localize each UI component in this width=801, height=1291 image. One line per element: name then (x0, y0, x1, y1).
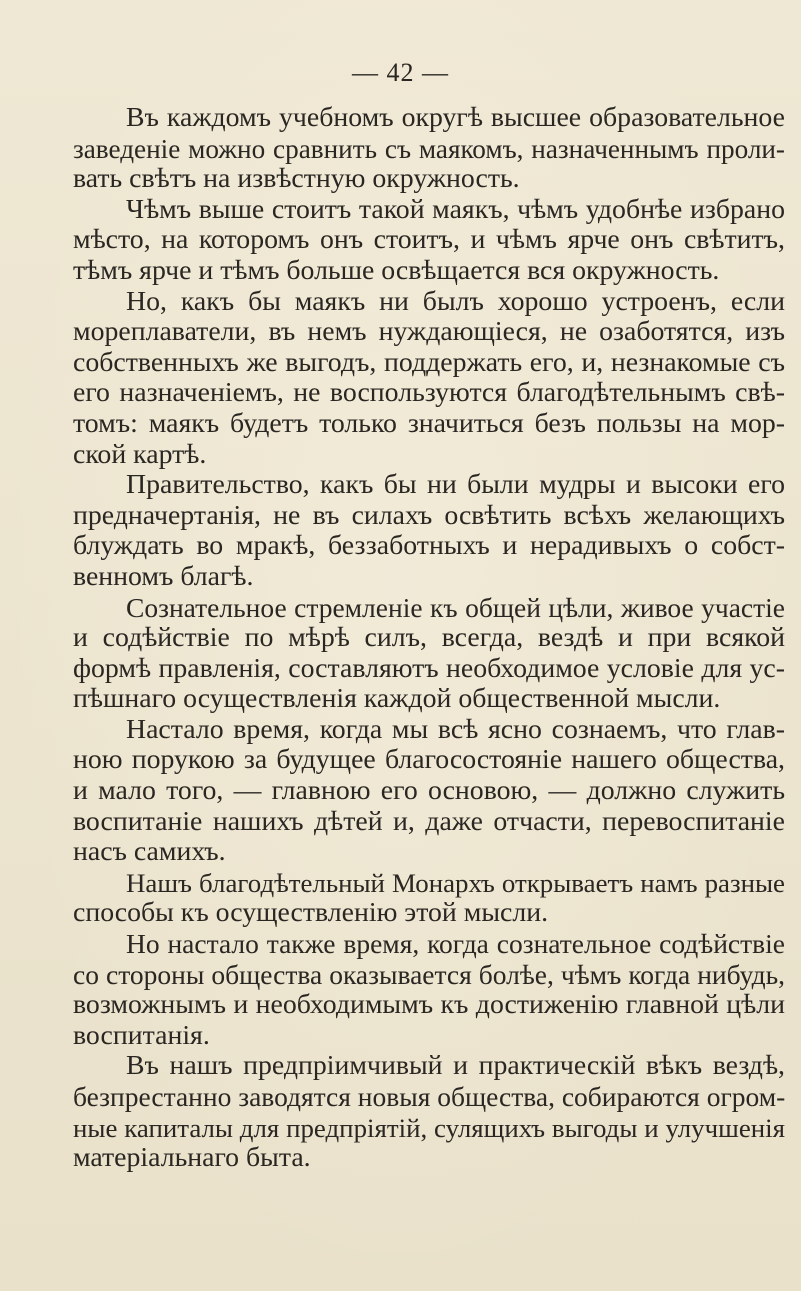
text-line: Чѣмъ выше стоитъ такой маякъ, чѣмъ удобнѣе избрано (126, 193, 785, 225)
text-line: Нашъ благодѣтельный Монархъ открываетъ намъ разные (126, 867, 785, 898)
text-line: вать свѣтъ на извѣстную окружность. (73, 163, 520, 195)
text-line: предначертанія, не въ силахъ освѣтить всѣхъ желающихъ (73, 499, 785, 531)
text-line: мореплаватели, въ немъ нуждающіеся, не озаботятся, изъ (73, 316, 785, 348)
text-line: мѣсто, на которомъ онъ стоитъ, и чѣмъ ярче онъ свѣтитъ, (73, 224, 785, 256)
text-line: Въ нашъ предпріимчивый и практическій вѣкъ вездѣ, (126, 1050, 785, 1082)
text-line: заведеніе можно сравнить съ маякомъ, назначеннымъ проли- (73, 133, 785, 164)
text-line: Въ каждомъ учебномъ округѣ высшее образовательное (126, 102, 785, 133)
text-line: Сознательное стремленіе къ общей цѣли, живое участіе (126, 591, 785, 623)
body-text (73, 103, 785, 1174)
text-line: насъ самихъ. (73, 836, 226, 868)
text-line: и мало того, — главною его основою, — должно служить (73, 775, 785, 807)
text-line: собственныхъ же выгодъ, поддержать его, и, незнакомые съ (73, 346, 785, 378)
text-line: Но настало также время, когда сознательное содѣйствіе (126, 928, 785, 960)
text-line: Настало время, когда мы всѣ ясно сознаемъ, что глав- (126, 713, 785, 745)
text-line: Правительство, какъ бы ни были мудры и высоки его (126, 469, 785, 501)
text-line: способы къ осуществленію этой мысли. (73, 897, 549, 929)
text-line: возможнымъ и необходимымъ къ достиженію главной цѣли (73, 989, 785, 1021)
text-line: Но, какъ бы маякъ ни былъ хорошо устроенъ, если (126, 285, 785, 317)
text-line: матеріальнаго быта. (73, 1142, 311, 1174)
text-line: ные капиталы для предпріятій, сулящихъ выгоды и улучшенія (73, 1112, 785, 1143)
text-line: венномъ благѣ. (73, 560, 254, 592)
text-line: его назначеніемъ, не воспользуются благодѣтельнымъ свѣ- (73, 377, 785, 409)
text-line: тѣмъ ярче и тѣмъ больше освѣщается вся окружность. (73, 254, 720, 286)
text-line: со стороны общества оказывается болѣе, чѣмъ когда нибудь, (73, 958, 785, 990)
text-line: ской картѣ. (73, 438, 207, 470)
text-line: томъ: маякъ будетъ только значиться безъ пользы на мор- (73, 407, 785, 439)
text-line: блуждать во мракѣ, беззаботныхъ и нерадивыхъ о собст- (73, 530, 785, 562)
text-line: ною порукою за будущее благосостояніе нашего общества, (73, 744, 785, 776)
text-line: воспитанія. (73, 1019, 210, 1051)
text-line: воспитаніе нашихъ дѣтей и, даже отчасти, перевоспитаніе (73, 805, 785, 837)
text-line: и содѣйствіе по мѣрѣ силъ, всегда, вездѣ и при всякой (73, 622, 785, 654)
page-number: — 42 — (352, 58, 449, 87)
text-line: безпрестанно заводятся новыя общества, собираются огром- (73, 1081, 786, 1112)
text-line: формѣ правленія, составляютъ необходимое условіе для ус- (73, 652, 785, 684)
text-line: пѣшнаго осуществленія каждой общественной мысли. (73, 683, 721, 715)
